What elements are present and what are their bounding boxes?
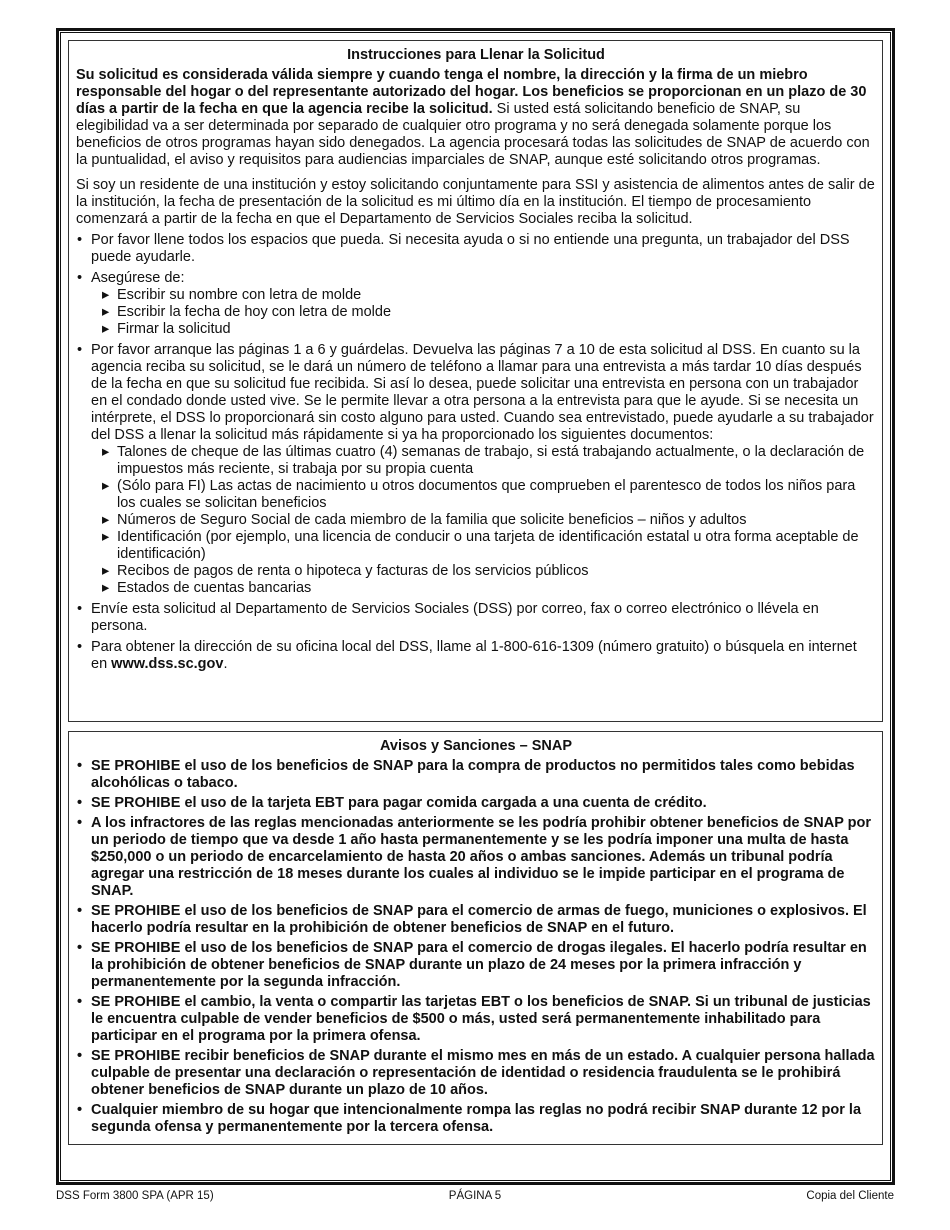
list-item [76,342,876,597]
notice-item: • SE PROHIBE el uso de los beneficios de SNAP para el comercio de armas de fuego, municiones o explosivos. El hacerlo podría resultar en la prohibición de obtener beneficios de SNAP en el futuro. [76,903,876,937]
page-number: PÁGINA 5 [448,1190,502,1202]
notice-item: • SE PROHIBE el uso de la tarjeta EBT para pagar comida cargada a una cuenta de crédito. [76,795,876,812]
validity-paragraph-bold: Su solicitud es considerada válida siempre y cuando tenga el nombre, la dirección y la firma de un miebro responsable del hogar o del representante autorizado del hogar. Los beneficios se proporcionan en un plazo de 30 días a partir de la fecha en que la agencia recibe la solicitud. [76,67,867,117]
list-item-text: Asegúrese de: [91,270,185,286]
sub-list-item: ▸ (Sólo para FI) Las actas de nacimiento u otros documentos que comprueben el parentesco de todos los niños para los cuales se solicitan beneficios [91,478,876,512]
sub-list-item: ▸ Talones de cheque de las últimas cuatro (4) semanas de trabajo, si está trabajando actualmente, o la declaración de impuestos más reciente, si trabaja por su propia cuenta [91,444,876,478]
list-item-end: . [223,656,228,672]
list-item [76,639,876,673]
validity-paragraph [76,67,876,169]
sub-list-item: ▸ Recibos de pagos de renta o hipoteca y facturas de los servicios públicos [91,563,876,580]
sub-list [91,444,876,597]
institution-paragraph: Si soy un residente de una institución y estoy solicitando conjuntamente para SSI y asistencia de alimentos antes de salir de la institución, la fecha de presentación de la solicitud es mi último día en la institución. El tiempo de procesamiento comenzará a partir de la fecha en que el Departamento de Servicios Sociales reciba la solicitud. [76,177,875,227]
notice-item: • SE PROHIBE el uso de los beneficios de SNAP para el comercio de drogas ilegales. El hacerlo podría resultar en la prohibición de obtener beneficios de SNAP durante un plazo de 24 meses por la primera infracción y permanentemente por la segunda infracción. [76,940,876,991]
notice-item: • SE PROHIBE el cambio, la venta o compartir las tarjetas EBT o los beneficios de SNAP. Si un tribunal de justicias le encuentra culpable de vender beneficios de $500 o más, usted será permanentemente inhabilitado para participar en el programa por la primera ofensa. [76,994,876,1045]
notice-item: • Cualquier miembro de su hogar que intencionalmente rompa las reglas no podrá recibir SNAP durante 12 por la segunda ofensa y permanentemente por la tercera ofensa. [76,1102,876,1136]
validity-paragraph-rest: Si usted está solicitando beneficio de SNAP, su elegibilidad va a ser determinada por separado de cualquier otro programa y no será denegada solamente porque los beneficios de otros programas hayan sido denegados. La agencia procesará todas las solicitudes de SNAP de acuerdo con la puntualidad, el aviso y requisitos para audiencias imparciales de SNAP, aunque esté solicitando otros programas. [76,101,870,168]
list-item-text: Para obtener la dirección de su oficina local del DSS, llame al 1-800-616-1309 (número gratuito) o búsquela en internet en [91,639,857,672]
list-item: • Envíe esta solicitud al Departamento de Servicios Sociales (DSS) por correo, fax o correo electrónico o llévela en persona. [76,601,876,635]
sub-list-item: ▸ Firmar la solicitud [91,321,876,338]
notice-item: • SE PROHIBE el uso de los beneficios de SNAP para la compra de productos no permitidos tales como bebidas alcohólicas o tabaco. [76,758,876,792]
list-item: • Por favor llene todos los espacios que pueda. Si necesita ayuda o si no entiende una pregunta, un trabajador del DSS puede ayudarle. [76,232,876,266]
instructions-section [68,40,883,722]
instructions-list [76,232,876,673]
list-item-text: Por favor arranque las páginas 1 a 6 y guárdelas. Devuelva las páginas 7 a 10 de esta solicitud al DSS. En cuanto su la agencia reciba su solicitud, se le dará un número de teléfono a llamar para una entrevista a más tardar 10 días después de la fecha en que su solicitud fue recibida. Si así lo desea, puede solicitar una entrevista en persona con un trabajador en el condado donde usted vive. Se le permite llevar a otra persona a la entrevista para que le ayude. Si se necesita un intérprete, el DSS lo proporcionará sin costo alguno para usted. Cuando sea entrevistado, puede ayudarle a su trabajador del DSS a llenar la solicitud más rápidamente si ya ha proporcionado los siguientes documentos: [91,342,874,443]
sub-list-item: ▸ Escribir su nombre con letra de molde [91,287,876,304]
notices-section [68,731,883,1145]
sub-list-item: ▸ Identificación (por ejemplo, una licencia de conducir o una tarjeta de identificación estatal u otra forma aceptable de identificación) [91,529,876,563]
sub-list-item: ▸ Números de Seguro Social de cada miembro de la familia que solicite beneficios – niños y adultos [91,512,876,529]
notice-item: • SE PROHIBE recibir beneficios de SNAP durante el mismo mes en más de un estado. A cualquier persona hallada culpable de presentar una declaración o representación de identidad o residencia fraudulenta se le prohibirá obtener beneficios de SNAP durante un plazo de 10 años. [76,1048,876,1099]
instructions-title: Instrucciones para Llenar la Solicitud [347,47,605,63]
notices-title: Avisos y Sanciones – SNAP [379,738,573,754]
copy-label: Copia del Cliente [806,1190,894,1202]
dss-website-link[interactable]: www.dss.sc.gov [111,656,224,672]
notice-item: • A los infractores de las reglas mencionadas anteriormente se les podría prohibir obtener beneficios de SNAP por un periodo de tiempo que va desde 1 año hasta permanentemente y se les podría imponer una multa de hasta $250,000 o un periodo de encarcelamiento de hasta 20 años o ambas sanciones. Además un tribunal podría agregar una restricción de 18 meses durante los cuales al individuo se le impide participar en el programa de SNAP. [76,815,876,900]
sub-list-item: ▸ Escribir la fecha de hoy con letra de molde [91,304,876,321]
sub-list-item: ▸ Estados de cuentas bancarias [91,580,876,597]
form-id: DSS Form 3800 SPA (APR 15) [56,1190,214,1202]
list-item [76,270,876,338]
sub-list [91,287,876,338]
notices-list [76,758,876,1136]
